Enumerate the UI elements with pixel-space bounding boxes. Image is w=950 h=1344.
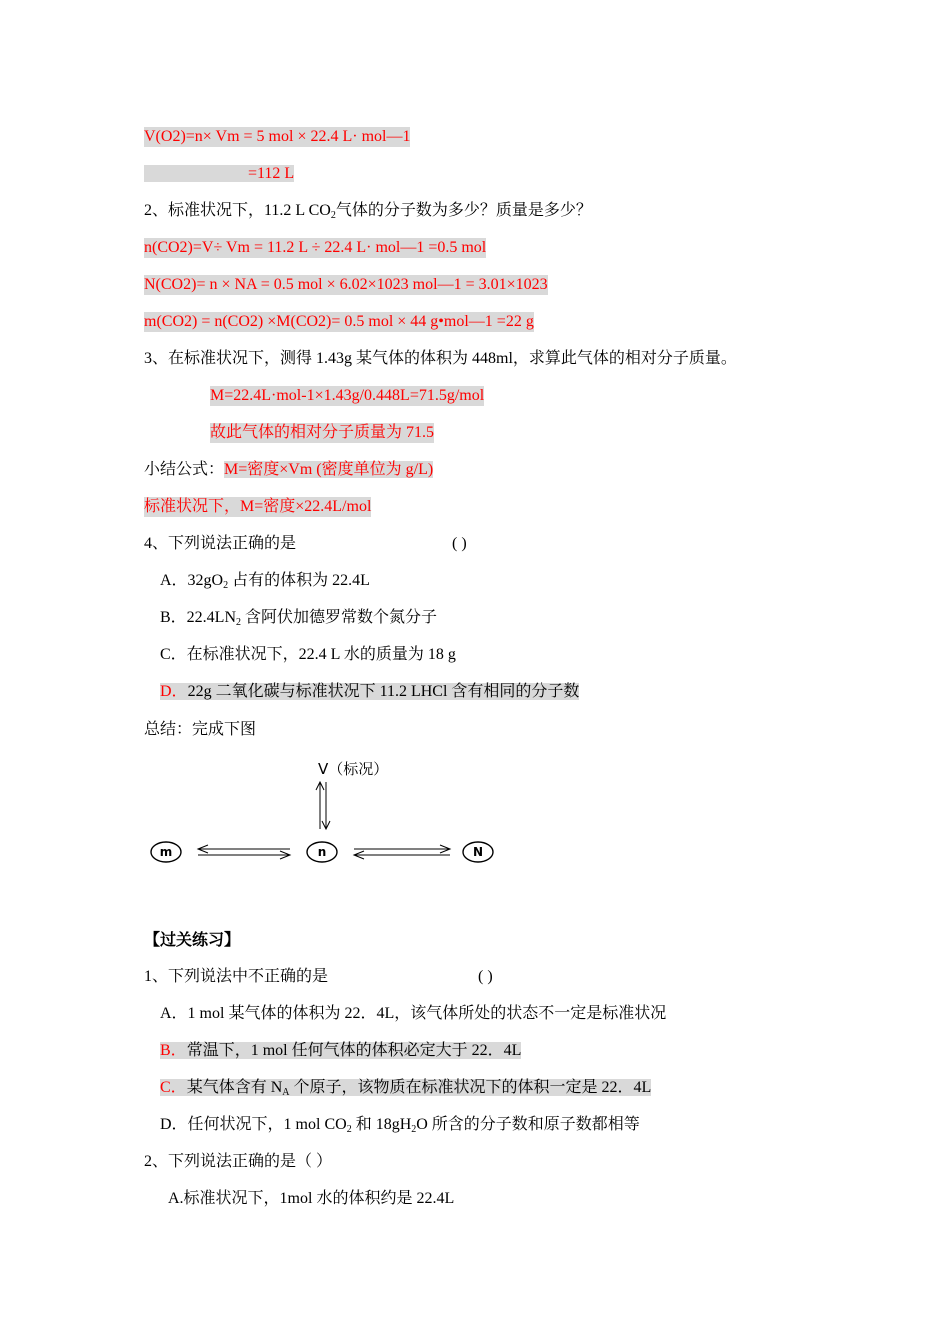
- practice-2: 2、下列说法正确的是（ ）: [144, 1153, 333, 1170]
- option-4d-text: 22g 二氧化碳与标准状况下 11.2 LHCl 含有相同的分子数: [187, 683, 580, 700]
- answer-2-count: N(CO2)= n × NA = 0.5 mol × 6.02×1023 mol—1 = 3.01×1023: [144, 276, 548, 293]
- N-node-label: N: [472, 845, 484, 859]
- v-n-arrows: [316, 782, 330, 829]
- option-1c: [160, 1078, 651, 1098]
- option-1d-pre: D．任何状况下，1 mol CO: [160, 1116, 347, 1133]
- option-1d-mid: 和 18gH: [351, 1116, 412, 1133]
- option-4b-pre: B．22.4LN: [160, 609, 237, 626]
- question-4-paren: ( ): [452, 535, 467, 552]
- question-2-sub: 2: [330, 210, 336, 221]
- question-4: [144, 534, 544, 554]
- option-1a: A．1 mol 某气体的体积为 22．4L，该气体所处的状态不一定是标准状况: [160, 1005, 667, 1022]
- answer-2-mass: m(CO2) = n(CO2) ×M(CO2)= 0.5 mol × 44 g•mol—1 =22 g: [144, 313, 534, 330]
- option-1c-sub: A: [282, 1087, 290, 1098]
- question-2: [144, 201, 592, 221]
- answer-line-result: [144, 164, 294, 184]
- option-2a: A.标准状况下，1mol 水的体积约是 22.4L: [168, 1190, 455, 1207]
- option-1d-sub1: 2: [346, 1124, 352, 1135]
- option-4c: C．在标准状况下，22.4 L 水的质量为 18 g: [160, 646, 456, 663]
- option-4d: [160, 682, 579, 702]
- question-2-tail: 气体的分子数为多少？质量是多少？: [335, 202, 592, 219]
- answer-3-conclusion: 故此气体的相对分子质量为 71.5: [210, 424, 435, 441]
- option-4b: [160, 608, 437, 628]
- option-1b-text: 常温下，1 mol 任何气体的体积必定大于 22．4L: [186, 1042, 522, 1059]
- option-4b-post: 含阿伏加德罗常数个氮分子: [241, 609, 438, 626]
- answer-3-formula: M=22.4L·mol-1×1.43g/0.448L=71.5g/mol: [210, 387, 485, 404]
- summary-formula-text: M=密度×Vm (密度单位为 g/L): [224, 461, 434, 478]
- diagram-v-label: V（标况）: [318, 760, 389, 778]
- question-2-text: 2、标准状况下，11.2 L CO: [144, 202, 331, 219]
- summary-standard: 标准状况下，M=密度×22.4L/mol: [144, 498, 372, 515]
- option-1b-letter: B．: [160, 1042, 187, 1059]
- practice-1-paren: ( ): [478, 968, 493, 985]
- option-1c-letter: C．: [160, 1079, 187, 1096]
- option-4b-sub: 2: [236, 617, 242, 628]
- option-4d-letter: D．: [160, 683, 188, 700]
- option-4a: [160, 571, 370, 591]
- summary-heading: 总结：完成下图: [144, 721, 257, 738]
- option-4a-sub: 2: [223, 580, 229, 591]
- option-1d-sub2: 2: [411, 1124, 417, 1135]
- n-N-arrows: [354, 845, 450, 859]
- n-node-label: n: [317, 845, 327, 859]
- answer-2-mol: n(CO2)=V÷ Vm = 11.2 L ÷ 22.4 L· mol—1 =0.5 mol: [144, 239, 487, 256]
- section-heading: 【过关练习】: [144, 932, 241, 949]
- m-node-label: m: [159, 845, 173, 859]
- answer-result-text: =112 L: [248, 165, 295, 182]
- mole-conversion-diagram: [140, 752, 520, 882]
- option-4a-post: 占有的体积为 22.4L: [228, 572, 370, 589]
- option-1d: [160, 1115, 640, 1135]
- summary-label: 小结公式：: [144, 461, 225, 478]
- option-1b: [160, 1041, 521, 1061]
- option-1d-post: O 所含的分子数和原子数都相等: [416, 1116, 640, 1133]
- practice-1-text: 1、下列说法中不正确的是: [144, 968, 329, 985]
- option-4a-pre: A．32gO: [160, 572, 224, 589]
- answer-line-v-o2: V(O2)=n× Vm = 5 mol × 22.4 L· mol—1: [144, 128, 411, 145]
- summary-formula: [144, 460, 433, 480]
- question-3: 3、在标准状况下，测得 1.43g 某气体的体积为 448ml，求算此气体的相对分子质量。: [144, 350, 737, 367]
- option-1c-pre: 某气体含有 N: [186, 1079, 283, 1096]
- question-4-text: 4、下列说法正确的是: [144, 535, 297, 552]
- practice-1: [144, 967, 564, 987]
- option-1c-post: 个原子，该物质在标准状况下的体积一定是 22．4L: [289, 1079, 652, 1096]
- m-n-arrows: [198, 845, 290, 859]
